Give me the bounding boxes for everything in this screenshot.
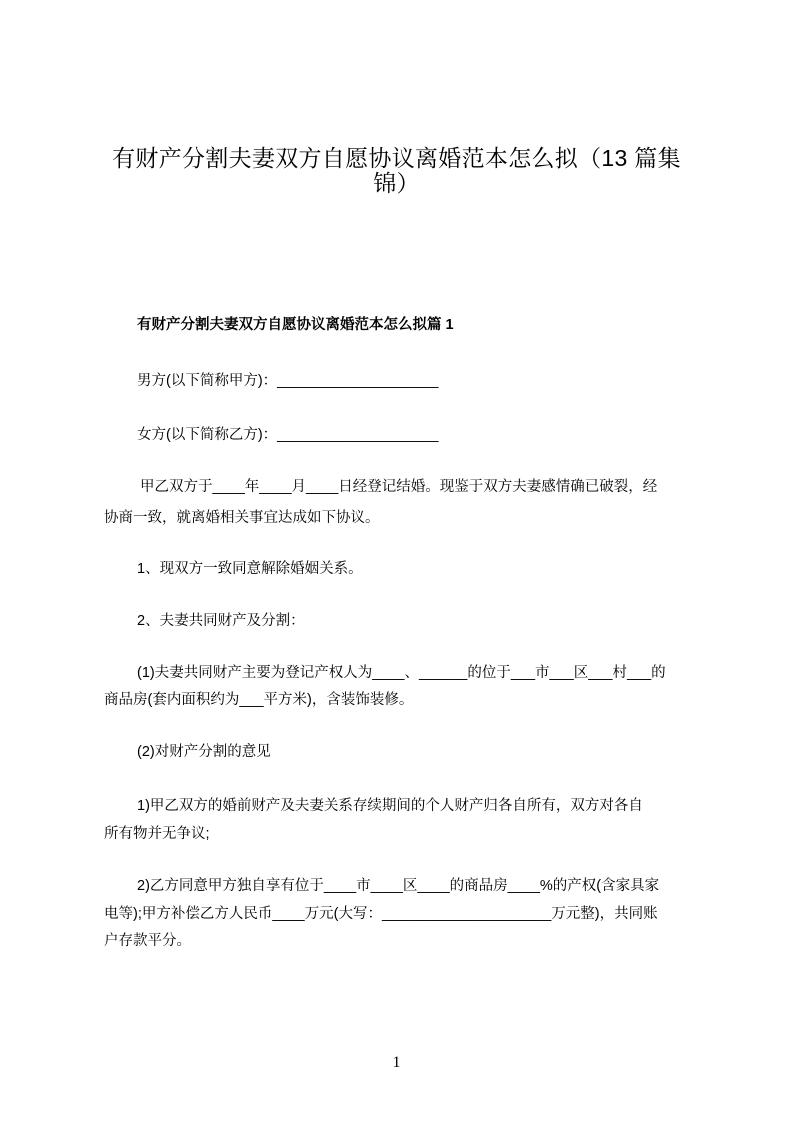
paragraph-male-party bbox=[104, 367, 714, 395]
paragraph-line: 1)甲乙双方的婚前财产及夫妻关系存续期间的个人财产归各自所有，双方对各自 bbox=[137, 798, 643, 814]
paragraph-line: (2)对财产分割的意见 bbox=[137, 744, 271, 760]
paragraph-line: 1、现双方一致同意解除婚姻关系。 bbox=[137, 561, 363, 577]
paragraph-clause-2-2 bbox=[104, 738, 714, 766]
paragraph-line: (1)夫妻共同财产主要为登记产权人为____、______的位于___市___区___村___的 bbox=[137, 665, 666, 681]
paragraph-clause-2-1 bbox=[104, 660, 714, 714]
paragraph-subclause-1 bbox=[104, 792, 714, 848]
paragraph-subclause-2 bbox=[104, 873, 714, 956]
paragraph-line: 男方(以下简称甲方)：____________________ bbox=[137, 373, 439, 389]
paragraph-line: 2)乙方同意甲方独自享有位于____市____区____的商品房____%的产权(含家具家 bbox=[137, 878, 660, 894]
section-heading: 有财产分割夫妻双方自愿协议离婚范本怎么拟篇 1 bbox=[137, 317, 454, 333]
paragraph-line: 商品房(套内面积约为___平方米)，含装饰装修。 bbox=[104, 692, 414, 708]
paragraph-line: 协商一致，就离婚相关事宜达成如下协议。 bbox=[104, 510, 380, 526]
paragraph-line: 甲乙双方于____年____月____日经登记结婚。现鉴于双方夫妻感情确已破裂，经 bbox=[140, 479, 658, 495]
paragraph-line: 女方(以下简称乙方)：____________________ bbox=[137, 427, 439, 443]
document-title-line-2: 锦） bbox=[373, 170, 420, 196]
paragraph-line: 户存款平分。 bbox=[104, 933, 191, 949]
paragraph-female-party bbox=[104, 421, 714, 449]
document-title-line-1: 有财产分割夫妻双方自愿协议离婚范本怎么拟（13 篇集 bbox=[112, 145, 681, 171]
page-number: 1 bbox=[392, 1054, 401, 1071]
paragraph-line: 电等);甲方补偿乙方人民币____万元(大写：_____________________万元整)，共同账 bbox=[104, 905, 658, 922]
paragraph-line: 所有物并无争议; bbox=[104, 826, 210, 842]
paragraph-line: 2、夫妻共同财产及分割： bbox=[137, 613, 305, 629]
paragraph-clause-2 bbox=[104, 607, 714, 635]
paragraph-marriage-intro bbox=[104, 472, 714, 534]
paragraph-clause-1 bbox=[104, 555, 714, 583]
